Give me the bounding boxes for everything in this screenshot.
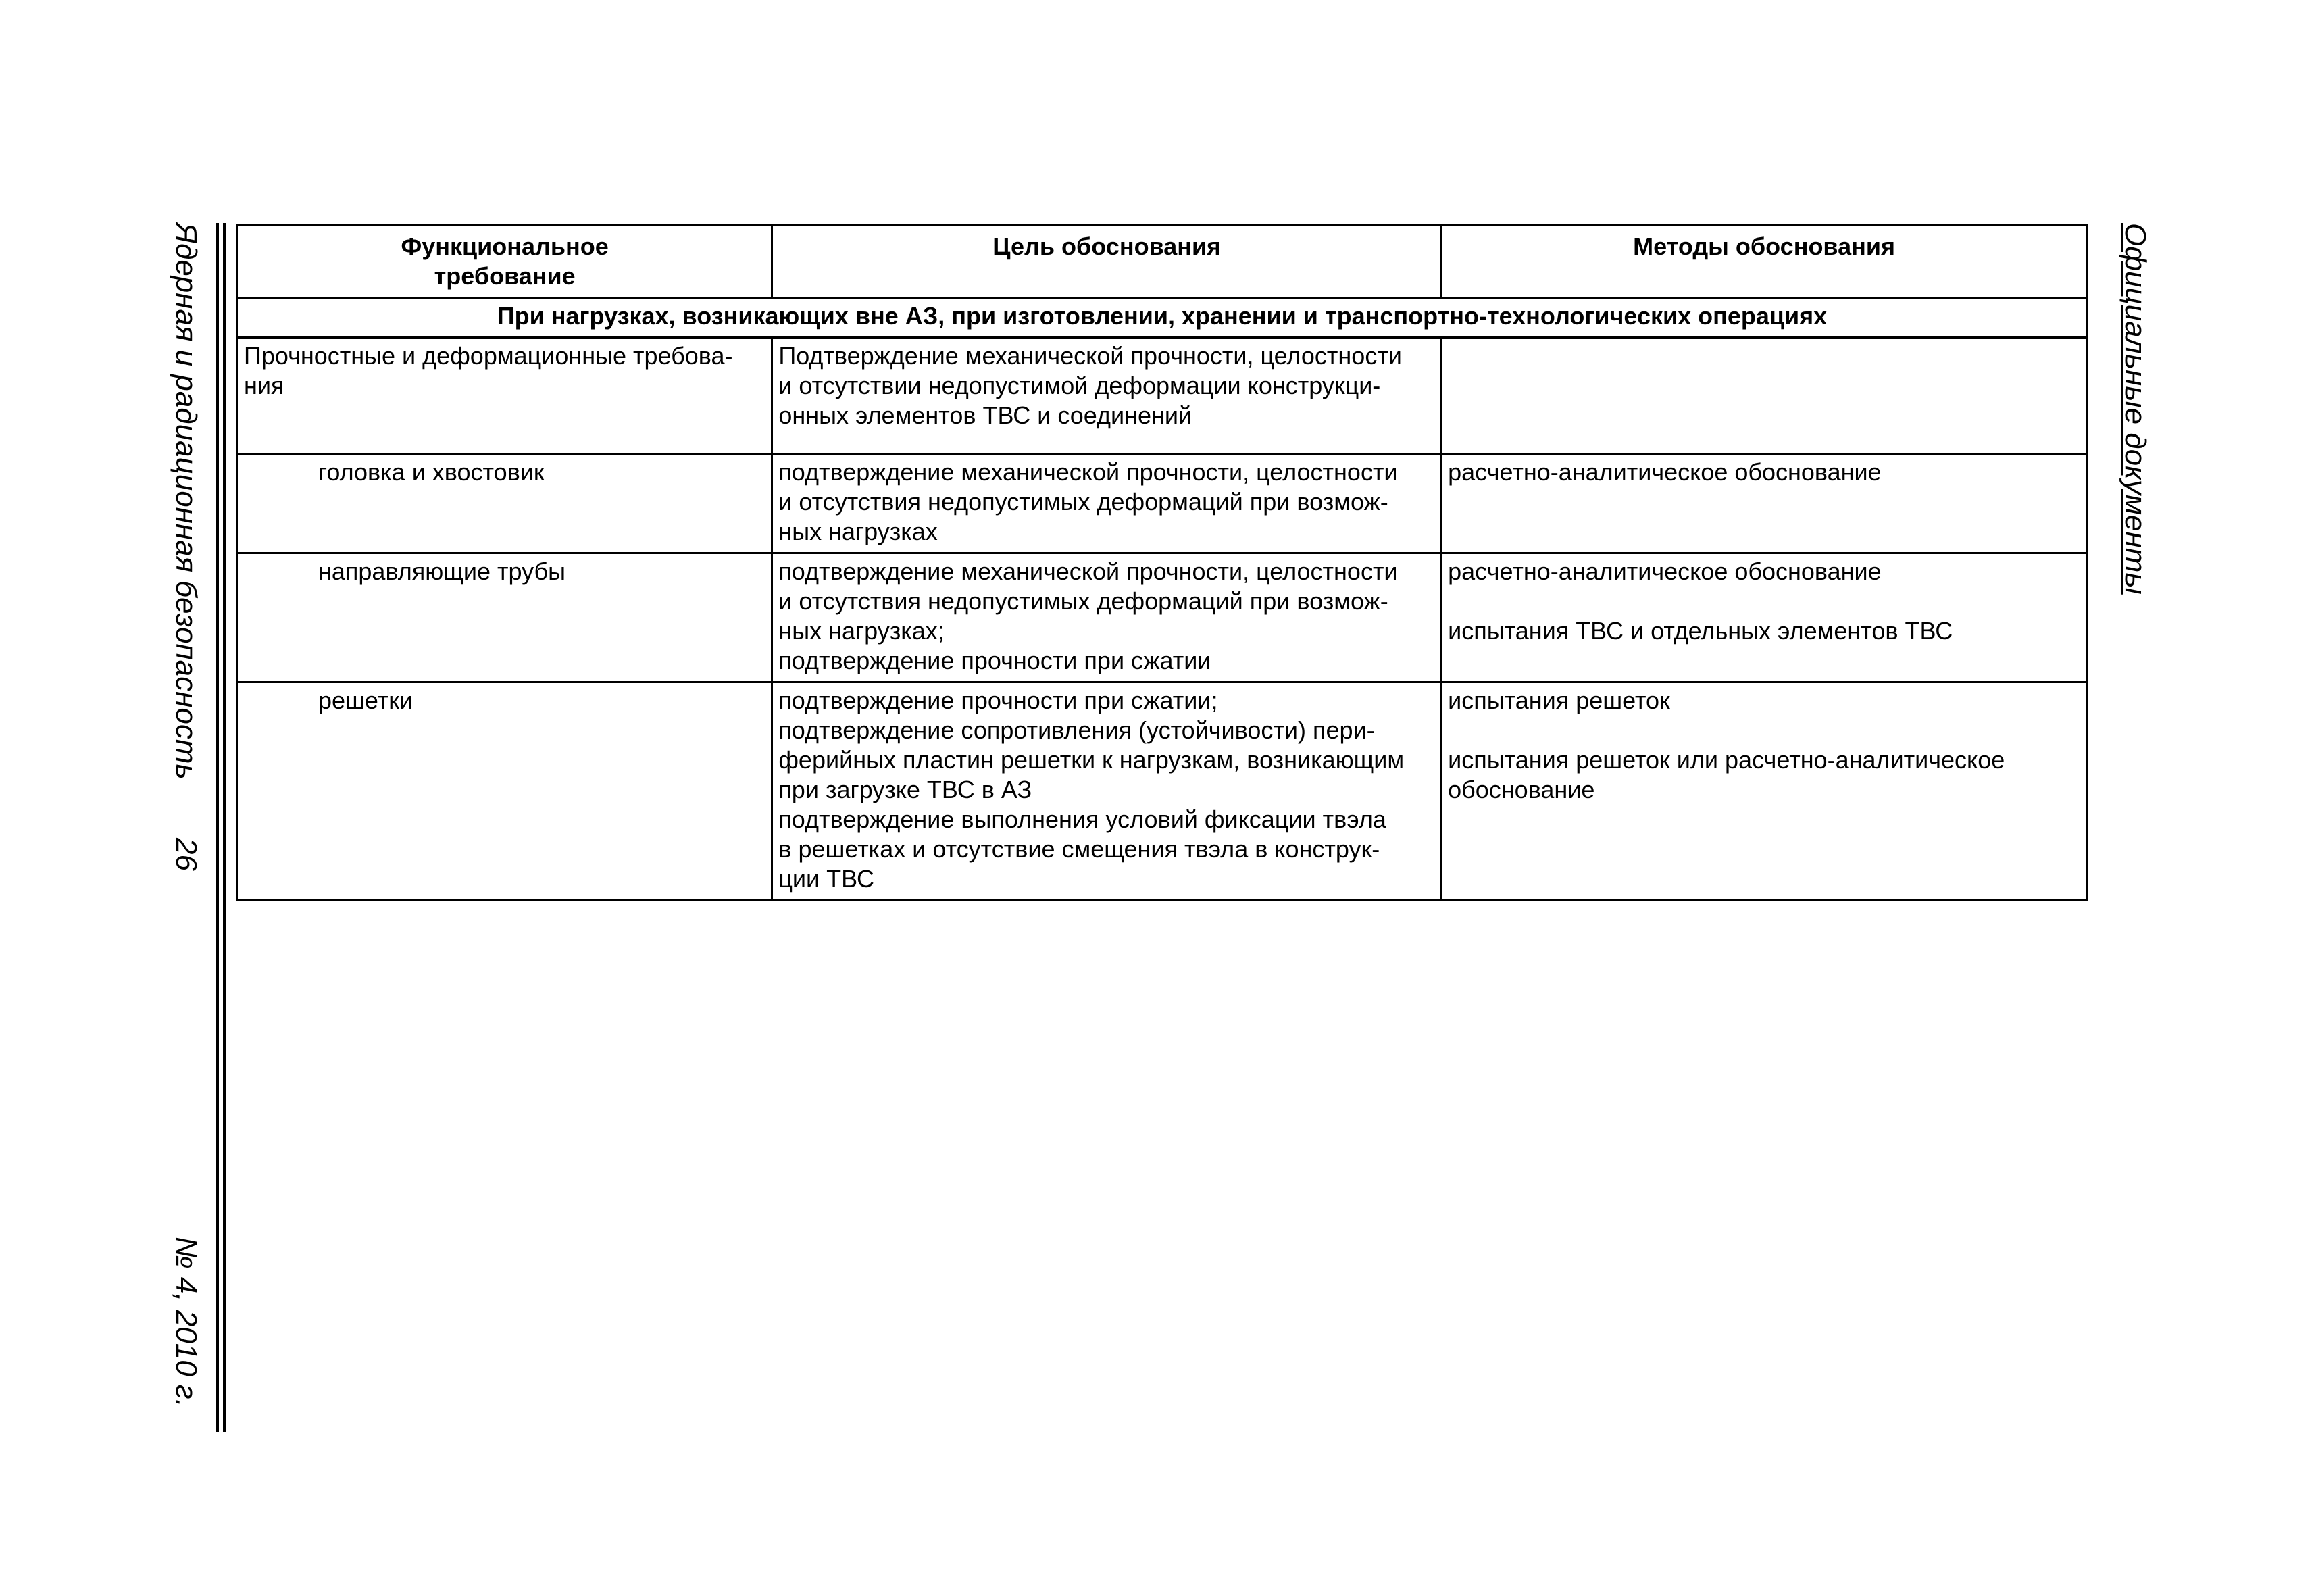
methods-cell <box>1442 338 2087 454</box>
table-header-row <box>238 226 2087 298</box>
requirement-cell: направляющие трубы <box>238 553 772 682</box>
requirements-table <box>236 224 2088 901</box>
methods-cell <box>1442 454 2087 553</box>
goal-cell: Подтверждение механической прочности, целостности и отсутствии недопустимой деформации конструкци- онных элементов ТВС и соединений <box>772 338 1442 454</box>
table-section-row <box>238 298 2087 338</box>
method-item: расчетно-аналитическое обоснование <box>1448 458 1882 486</box>
section-header: Официальные документы <box>2119 223 2152 595</box>
header-requirement: Функциональное требование <box>238 226 772 298</box>
table-row <box>238 553 2087 682</box>
requirement-cell: решетки <box>238 682 772 901</box>
requirement-cell: головка и хвостовик <box>238 454 772 553</box>
requirement-cell: Прочностные и деформационные требова- ния <box>238 338 772 454</box>
section-title: При нагрузках, возникающих вне АЗ, при изготовлении, хранении и транспортно-технологических операциях <box>238 298 2087 338</box>
method-item: испытания решеток <box>1448 687 1670 714</box>
method-item: испытания ТВС и отдельных элементов ТВС <box>1448 617 1953 645</box>
journal-title: Ядерная и радиационная безопасность <box>170 223 203 780</box>
table-row <box>238 682 2087 901</box>
issue-number: № 4, 2010 г. <box>170 1237 203 1407</box>
method-item: испытания решеток или расчетно-аналитическое обоснование <box>1448 746 2005 803</box>
table-row <box>238 338 2087 454</box>
method-item: расчетно-аналитическое обоснование <box>1448 557 1882 585</box>
header-methods: Методы обоснования <box>1442 226 2087 298</box>
header-goal: Цель обоснования <box>772 226 1442 298</box>
goal-cell: подтверждение механической прочности, целостности и отсутствия недопустимых деформаций при возмож- ных нагрузках <box>772 454 1442 553</box>
page-number: 26 <box>170 838 203 871</box>
methods-cell <box>1442 553 2087 682</box>
goal-cell: подтверждение механической прочности, целостности и отсутствия недопустимых деформаций при возмож- ных нагрузках; подтверждение прочности при сжатии <box>772 553 1442 682</box>
journal-side-info <box>122 223 203 1480</box>
table-row <box>238 454 2087 553</box>
goal-cell: подтверждение прочности при сжатии; подтверждение сопротивления (устойчивости) пери- ферийных пластин решетки к нагрузкам, возникающим при загрузке ТВС в АЗ подтверждение выполнения условий фиксации твэла в решетках и отсутствие смещения твэла в конструк- ции ТВС <box>772 682 1442 901</box>
methods-cell <box>1442 682 2087 901</box>
left-margin-rule-outer <box>216 223 219 1432</box>
left-margin-rule-inner <box>223 223 226 1432</box>
